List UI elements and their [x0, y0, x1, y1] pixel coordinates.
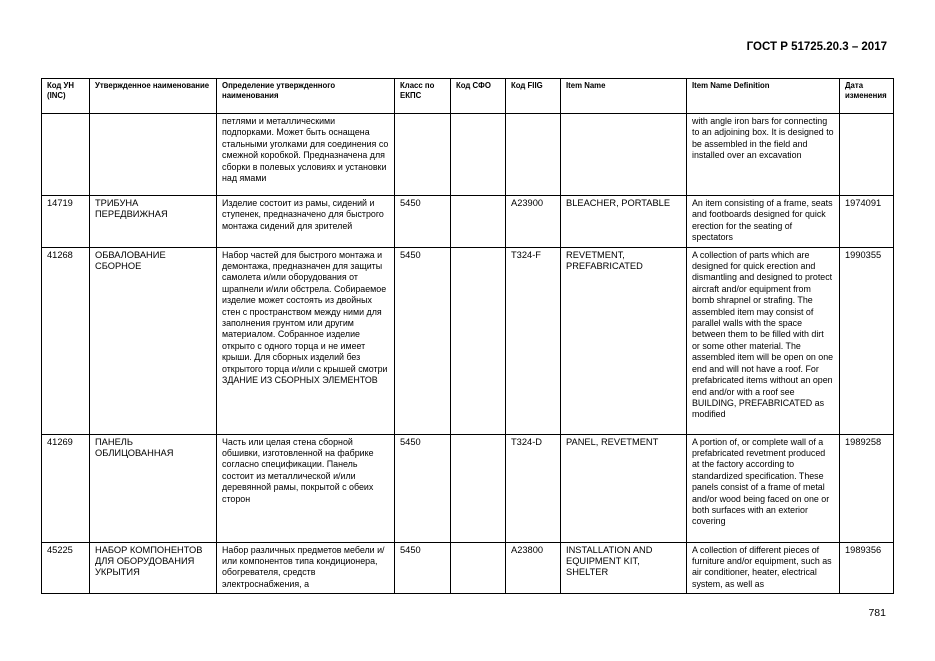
cell-inc: [42, 114, 90, 196]
column-header-definition-ru: Определение утвержденного наименования: [217, 79, 395, 114]
cell-sfo: [451, 247, 506, 434]
table-row: [42, 247, 894, 434]
cell-fiig: T324-F: [506, 247, 561, 434]
cell-name-ru: ПАНЕЛЬ ОБЛИЦОВАННАЯ: [90, 434, 217, 542]
cell-inc: 41268: [42, 247, 90, 434]
document-id: ГОСТ Р 51725.20.3 – 2017: [746, 41, 887, 53]
cell-class: 5450: [395, 542, 451, 594]
cell-item-name: [561, 114, 687, 196]
cell-definition-en: A collection of different pieces of furniture and/or equipment, such as air conditioner, heater, electrical system, as well as: [687, 542, 840, 594]
cell-name-ru: ТРИБУНА ПЕРЕДВИЖНАЯ: [90, 196, 217, 248]
cell-item-name: PANEL, REVETMENT: [561, 434, 687, 542]
cell-date: 1989258: [840, 434, 894, 542]
cell-sfo: [451, 542, 506, 594]
cell-definition-ru: Часть или целая стена сборной обшивки, изготовленной на фабрике согласно спецификации. Панель состоит из металлической и/или деревянной рамы, покрытой с обеих сторон: [217, 434, 395, 542]
cell-definition-en: with angle iron bars for connecting to an adjoining box. It is designed to be assembled in the field and installed over an excavation: [687, 114, 840, 196]
cell-inc: 14719: [42, 196, 90, 248]
table-row: [42, 434, 894, 542]
table-header-row: [42, 79, 894, 114]
cell-inc: 45225: [42, 542, 90, 594]
cell-item-name: INSTALLATION AND EQUIPMENT KIT, SHELTER: [561, 542, 687, 594]
table-row: [42, 542, 894, 594]
cell-definition-ru: Набор различных предметов мебели и/или компонентов типа кондиционера, обогревателя, средств электроснабжения, а: [217, 542, 395, 594]
cell-name-ru: НАБОР КОМПОНЕНТОВ ДЛЯ ОБОРУДОВАНИЯ УКРЫТИЯ: [90, 542, 217, 594]
column-header-date: Дата изменения: [840, 79, 894, 114]
cell-class: 5450: [395, 196, 451, 248]
cell-definition-en: A collection of parts which are designed for quick erection and dismantling and designed to protect aircraft and/or equipment from bomb shrapnel or strafing. The assembled item may consist of parallel walls with the space between them to be filled with dirt or some other material. The assembled item will be open on one end and will not have a roof. For prefabricated items without an open end and/or with a roof see BUILDING, PREFABRICATED as modified: [687, 247, 840, 434]
catalog-table: [41, 78, 894, 594]
cell-fiig: T324-D: [506, 434, 561, 542]
page-number: 781: [868, 607, 886, 619]
column-header-item-name: Item Name: [561, 79, 687, 114]
cell-definition-en: An item consisting of a frame, seats and footboards designed for quick erection for the seating of spectators: [687, 196, 840, 248]
cell-sfo: [451, 196, 506, 248]
cell-inc: 41269: [42, 434, 90, 542]
table-row: [42, 196, 894, 248]
cell-name-ru: ОБВАЛОВАНИЕ СБОРНОЕ: [90, 247, 217, 434]
cell-sfo: [451, 114, 506, 196]
cell-fiig: [506, 114, 561, 196]
cell-date: 1989356: [840, 542, 894, 594]
cell-date: 1974091: [840, 196, 894, 248]
cell-definition-en: A portion of, or complete wall of a prefabricated revetment produced at the factory according to standardized specification. These panels consist of a frame of metal and/or wood being faced on one or both surfaces with an exterior covering: [687, 434, 840, 542]
column-header-fiig: Код FIIG: [506, 79, 561, 114]
cell-class: 5450: [395, 434, 451, 542]
column-header-name-ru: Утвержденное наименование: [90, 79, 217, 114]
cell-class: 5450: [395, 247, 451, 434]
column-header-sfo: Код СФО: [451, 79, 506, 114]
cell-class: [395, 114, 451, 196]
cell-name-ru: [90, 114, 217, 196]
table-row: [42, 114, 894, 196]
cell-date: [840, 114, 894, 196]
cell-date: 1990355: [840, 247, 894, 434]
cell-definition-ru: петлями и металлическими подпорками. Может быть оснащена стальными уголками для соединения со смежной коробкой. Предназначена для сборки в полевых условиях и установки над ямами: [217, 114, 395, 196]
cell-definition-ru: Изделие состоит из рамы, сидений и ступенек, предназначено для быстрого монтажа сидений для зрителей: [217, 196, 395, 248]
column-header-definition-en: Item Name Definition: [687, 79, 840, 114]
cell-definition-ru: Набор частей для быстрого монтажа и демонтажа, предназначен для защиты самолета и/или оборудования от шрапнели и/или обстрела. Собираемое изделие может состоять из двойных стен с пространством между ними для заполнения грунтом или другим материалом. Собранное изделие открыто с одного торца и не имеет крыши. Для сборных изделий без открытого торца и/или с крышей смотри ЗДАНИЕ ИЗ СБОРНЫХ ЭЛЕМЕНТОВ: [217, 247, 395, 434]
column-header-class: Класс по ЕКПС: [395, 79, 451, 114]
cell-item-name: BLEACHER, PORTABLE: [561, 196, 687, 248]
column-header-inc: Код УН (INC): [42, 79, 90, 114]
cell-sfo: [451, 434, 506, 542]
cell-fiig: A23900: [506, 196, 561, 248]
cell-fiig: A23800: [506, 542, 561, 594]
cell-item-name: REVETMENT, PREFABRICATED: [561, 247, 687, 434]
